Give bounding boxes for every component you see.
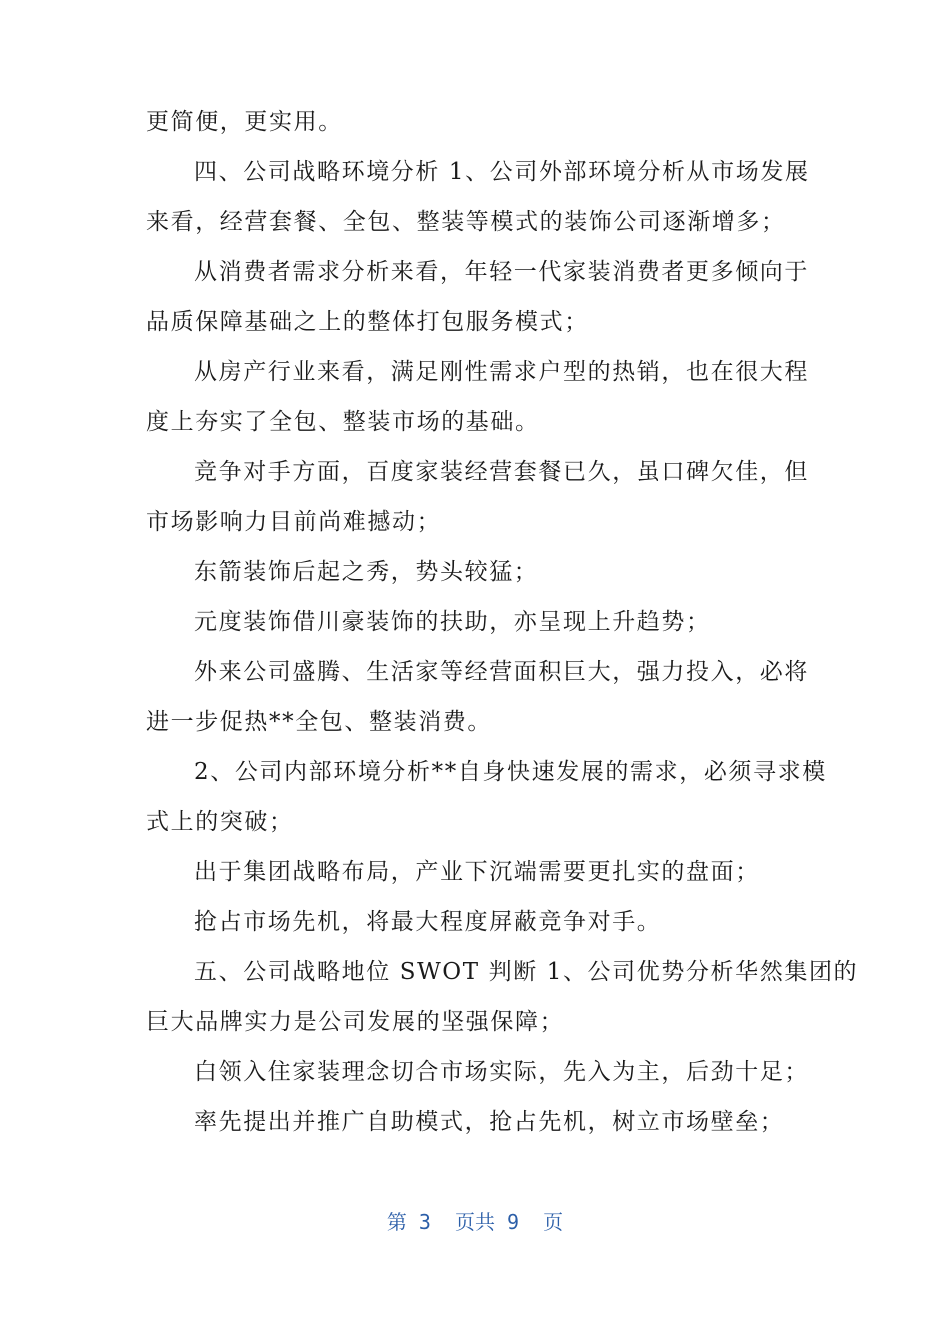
text-line: 进一步促热**全包、整装消费。 <box>146 709 492 735</box>
text-line: 元度装饰借川豪装饰的扶助，亦呈现上升趋势； <box>194 609 711 635</box>
text-line: 四、公司战略环境分析 1、公司外部环境分析从市场发展 <box>194 159 810 185</box>
text-line: 市场影响力目前尚难撼动； <box>146 509 442 535</box>
text-line: 出于集团战略布局，产业下沉端需要更扎实的盘面； <box>194 859 760 885</box>
page-footer: 第 3 页共 9 页 <box>386 1210 564 1234</box>
text-line: 2、公司内部环境分析**自身快速发展的需求，必须寻求模 <box>194 759 827 785</box>
text-line: 度上夯实了全包、整装市场的基础。 <box>146 409 540 435</box>
text-line: 五、公司战略地位 SWOT 判断 1、公司优势分析华然集团的 <box>194 959 859 985</box>
text-line: 东箭装饰后起之秀，势头较猛； <box>194 559 539 585</box>
text-line: 来看，经营套餐、全包、整装等模式的装饰公司逐渐增多； <box>146 209 786 235</box>
text-line: 式上的突破； <box>146 809 294 835</box>
text-line: 率先提出并推广自助模式，抢占先机，树立市场壁垒； <box>194 1109 785 1135</box>
document-body <box>146 97 859 1147</box>
text-line: 从消费者需求分析来看，年轻一代家装消费者更多倾向于 <box>194 259 809 285</box>
text-line: 品质保障基础之上的整体打包服务模式； <box>146 309 589 335</box>
text-line: 巨大品牌实力是公司发展的坚强保障； <box>146 1009 565 1035</box>
text-line: 从房产行业来看，满足刚性需求户型的热销，也在很大程 <box>194 359 809 385</box>
text-line: 外来公司盛腾、生活家等经营面积巨大，强力投入，必将 <box>194 659 809 685</box>
text-line: 白领入住家装理念切合市场实际，先入为主，后劲十足； <box>194 1059 809 1085</box>
text-line: 更简便，更实用。 <box>146 109 343 135</box>
text-line: 抢占市场先机，将最大程度屏蔽竞争对手。 <box>194 909 662 935</box>
text-line: 竞争对手方面，百度家装经营套餐已久，虽口碑欠佳，但 <box>194 459 809 485</box>
